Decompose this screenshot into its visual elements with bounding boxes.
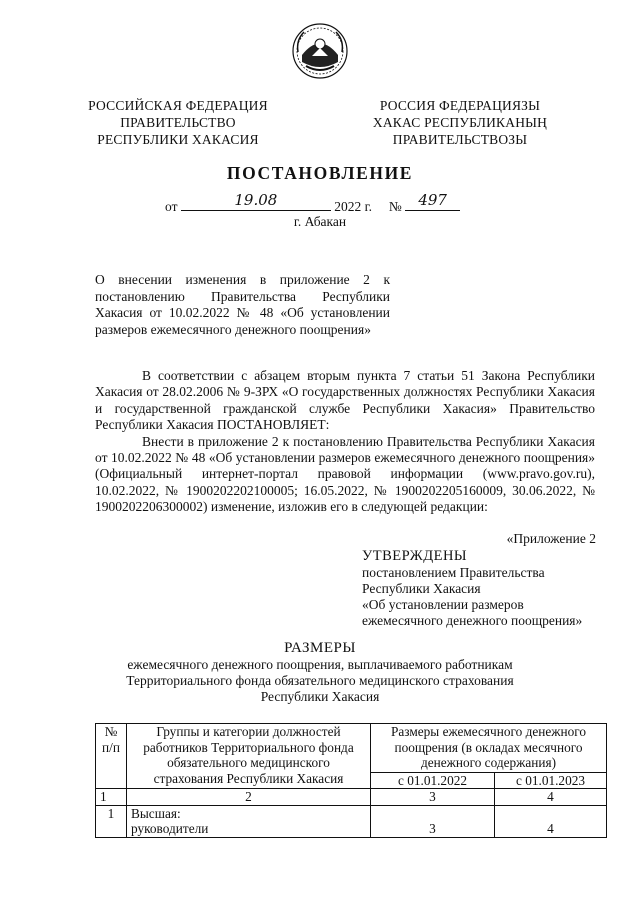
row-group-title: Высшая: — [131, 805, 181, 821]
handwritten-number: 497 — [418, 191, 447, 209]
header-date-2022: с 01.01.2022 — [371, 772, 495, 789]
index-cell: 4 — [495, 789, 607, 806]
header-group — [127, 724, 371, 789]
document-title: ПОСТАНОВЛЕНИЕ — [226, 163, 414, 183]
approved-title: УТВЕРЖДЕНЫ — [362, 548, 468, 564]
approved-block — [362, 548, 602, 629]
header-right-line: РОССИЯ ФЕДЕРАЦИЯЗЫ — [379, 98, 541, 113]
document-body — [95, 368, 595, 516]
row-value-2022: 3 — [371, 805, 495, 837]
table-header-row — [96, 724, 607, 773]
header-group-line: Группы и категории должностей — [156, 724, 341, 739]
city: г. Абакан — [293, 214, 347, 229]
approved-line: Республики Хакасия — [362, 581, 481, 596]
approved-line: «Об установлении размеров — [362, 597, 524, 612]
coat-of-arms-emblem — [290, 22, 350, 80]
document-subject: О внесении изменения в приложение 2 к постановлению Правительства Республики Хакасия от 10.02.2022 № 48 «Об установлении размеров ежемесячного денежного поощрения» — [95, 272, 390, 337]
sizes-table — [95, 723, 607, 838]
header-sizes-line: Размеры ежемесячного денежного — [390, 724, 587, 739]
header-sizes-line: поощрения (в окладах месячного — [394, 739, 583, 755]
header-num — [96, 724, 127, 789]
header-num-line: п/п — [102, 739, 120, 755]
appendix-reference: «Приложение 2 — [506, 531, 596, 546]
row-num: 1 — [96, 805, 127, 837]
table-row — [96, 805, 607, 837]
header-date-2023: с 01.01.2023 — [495, 772, 607, 789]
index-cell: 1 — [96, 789, 127, 806]
header-group-line: работников Территориального фонда — [143, 739, 354, 755]
body-paragraph-2: Внести в приложение 2 к постановлению Правительства Республики Хакасия от 10.02.2022 № 48 «Об установлении размеров ежемесячного денежного поощрения» (Официальный интернет-портал правовой информации (www.pravo.gov.ru), 10.02.2022, № 1900202202100005; 16.05.2022, № 1900202205160009, 30.06.2022, № 1900202206300002) изменение, изложив его в следующей редакции: — [95, 433, 595, 515]
sizes-title: РАЗМЕРЫ — [284, 640, 356, 656]
header-sizes — [371, 724, 607, 773]
header-num-line: № — [104, 724, 118, 739]
header-right-line: ХАКАС РЕСПУБЛИКАНЫҢ — [372, 115, 548, 130]
header-left-line: РОССИЙСКАЯ ФЕДЕРАЦИЯ — [88, 98, 268, 113]
date-blank — [181, 191, 331, 211]
header-left-line: ПРАВИТЕЛЬСТВО — [120, 115, 236, 130]
approved-line: ежемесячного денежного поощрения» — [362, 613, 583, 628]
date-prefix: от — [165, 199, 178, 214]
table-index-row — [96, 789, 607, 806]
date-number-line — [165, 191, 460, 215]
row-group — [127, 805, 371, 837]
header-left-line: РЕСПУБЛИКИ ХАКАСИЯ — [97, 132, 259, 147]
sizes-subtitle-line: Республики Хакасия — [260, 689, 380, 704]
index-cell: 2 — [127, 789, 371, 806]
row-value-2023: 4 — [495, 805, 607, 837]
header-right-line: ПРАВИТЕЛЬСТВОЗЫ — [392, 132, 528, 147]
header-sizes-line: денежного содержания) — [420, 755, 557, 770]
row-group-sub: руководители — [131, 821, 209, 836]
header-group-line: страхования Республики Хакасия — [153, 770, 344, 786]
header-right — [360, 97, 560, 148]
sizes-subtitle-line: Территориального фонда обязательного медицинского страхования — [126, 673, 514, 688]
handwritten-date: 19.08 — [234, 191, 278, 209]
year-label: 2022 г. — [334, 199, 372, 214]
header-left — [78, 97, 278, 148]
header-group-line: обязательного медицинского — [167, 755, 330, 770]
number-sign: № — [388, 199, 402, 214]
approved-line: постановлением Правительства — [362, 565, 545, 580]
sizes-subtitle — [80, 657, 560, 705]
index-cell: 3 — [371, 789, 495, 806]
body-paragraph-1: В соответствии с абзацем вторым пункта 7 статьи 51 Закона Республики Хакасия от 28.02.2006 № 9-ЗРХ «О государственных должностях Республики Хакасия и государственной гражданской службе Республики Хакасия» Правительство Республики Хакасия ПОСТАНОВЛЯЕТ: — [95, 368, 595, 433]
number-blank — [405, 191, 460, 211]
sizes-subtitle-line: ежемесячного денежного поощрения, выплачиваемого работникам — [127, 657, 513, 672]
